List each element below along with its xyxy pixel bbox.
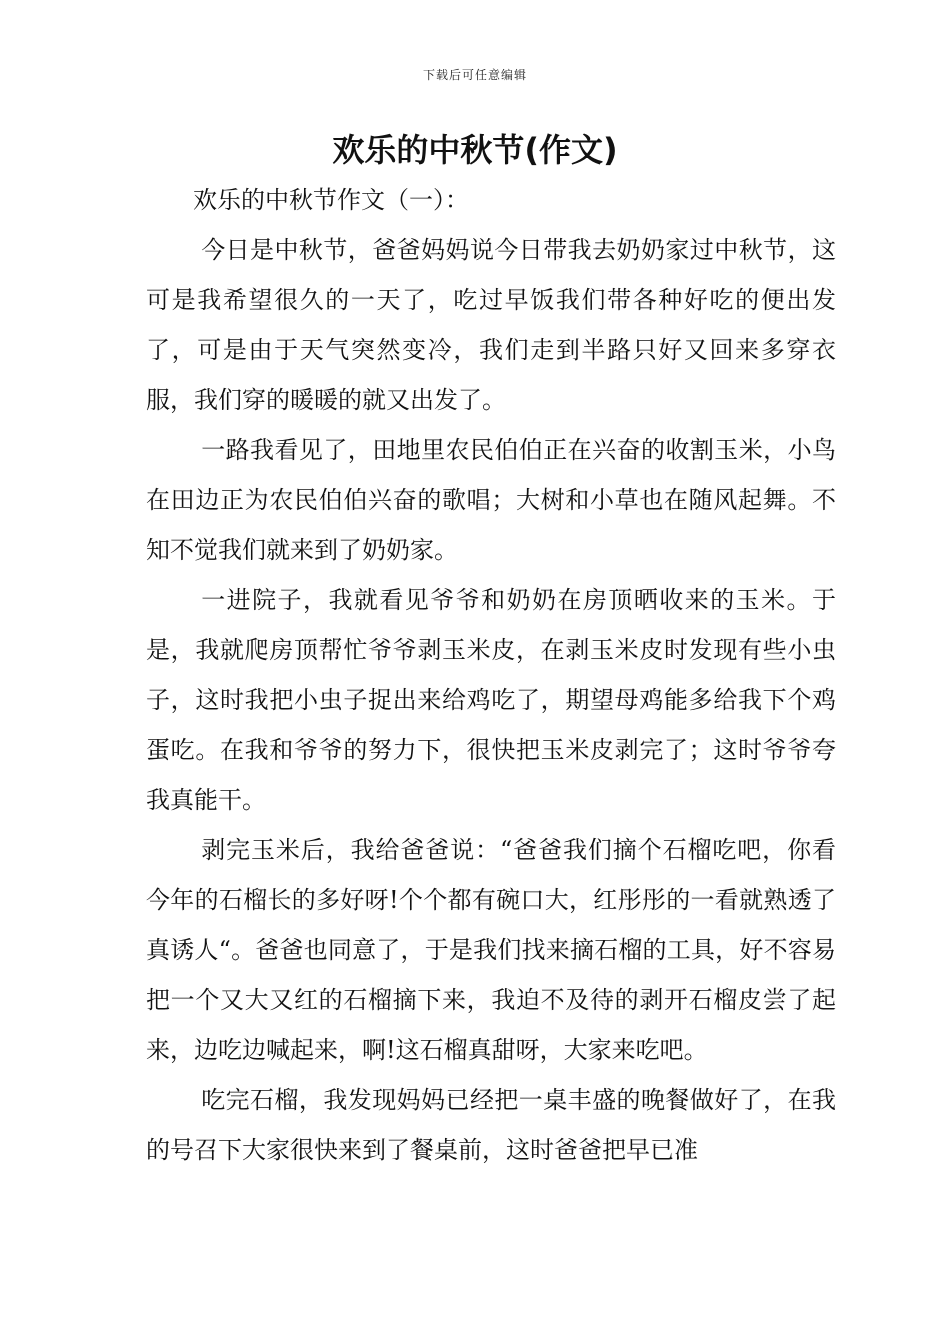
paragraph-5: 吃完石榴，我发现妈妈已经把一桌丰盛的晚餐做好了，在我的号召下大家很快来到了餐桌前，这时爸爸把早已准 (146, 1086, 836, 1164)
essay-body (146, 225, 836, 1175)
document-subtitle: 欢乐的中秋节作文（一）： (193, 186, 469, 214)
paragraph-2: 一路我看见了，田地里农民伯伯正在兴奋的收割玉米，小鸟在田边正为农民伯伯兴奋的歌唱；大树和小草也在随风起舞。不知不觉我们就来到了奶奶家。 (146, 436, 836, 564)
header-note: 下载后可任意编辑 (422, 68, 527, 82)
paragraph-1: 今日是中秋节，爸爸妈妈说今日带我去奶奶家过中秋节，这可是我希望很久的一天了，吃过早饭我们带各种好吃的便出发了，可是由于天气突然变冷，我们走到半路只好又回来多穿衣服，我们穿的暖暖的就又出发了。 (146, 236, 836, 414)
paragraph-3: 一进院子，我就看见爷爷和奶奶在房顶晒收来的玉米。于是，我就爬房顶帮忙爷爷剥玉米皮，在剥玉米皮时发现有些小虫子，这时我把小虫子捉出来给鸡吃了，期望母鸡能多给我下个鸡蛋吃。在我和爷爷的努力下，很快把玉米皮剥完了；这时爷爷夸我真能干。 (146, 586, 836, 814)
document-title: 欢乐的中秋节(作文) (332, 131, 618, 169)
paragraph-4: 剥完玉米后，我给爸爸说：“爸爸我们摘个石榴吃吧，你看今年的石榴长的多好呀!个个都有碗口大，红彤彤的一看就熟透了真诱人“。爸爸也同意了，于是我们找来摘石榴的工具，好不容易把一个又大又红的石榴摘下来，我迫不及待的剥开石榴皮尝了起来，边吃边喊起来，啊!这石榴真甜呀，大家来吃吧。 (146, 836, 836, 1064)
